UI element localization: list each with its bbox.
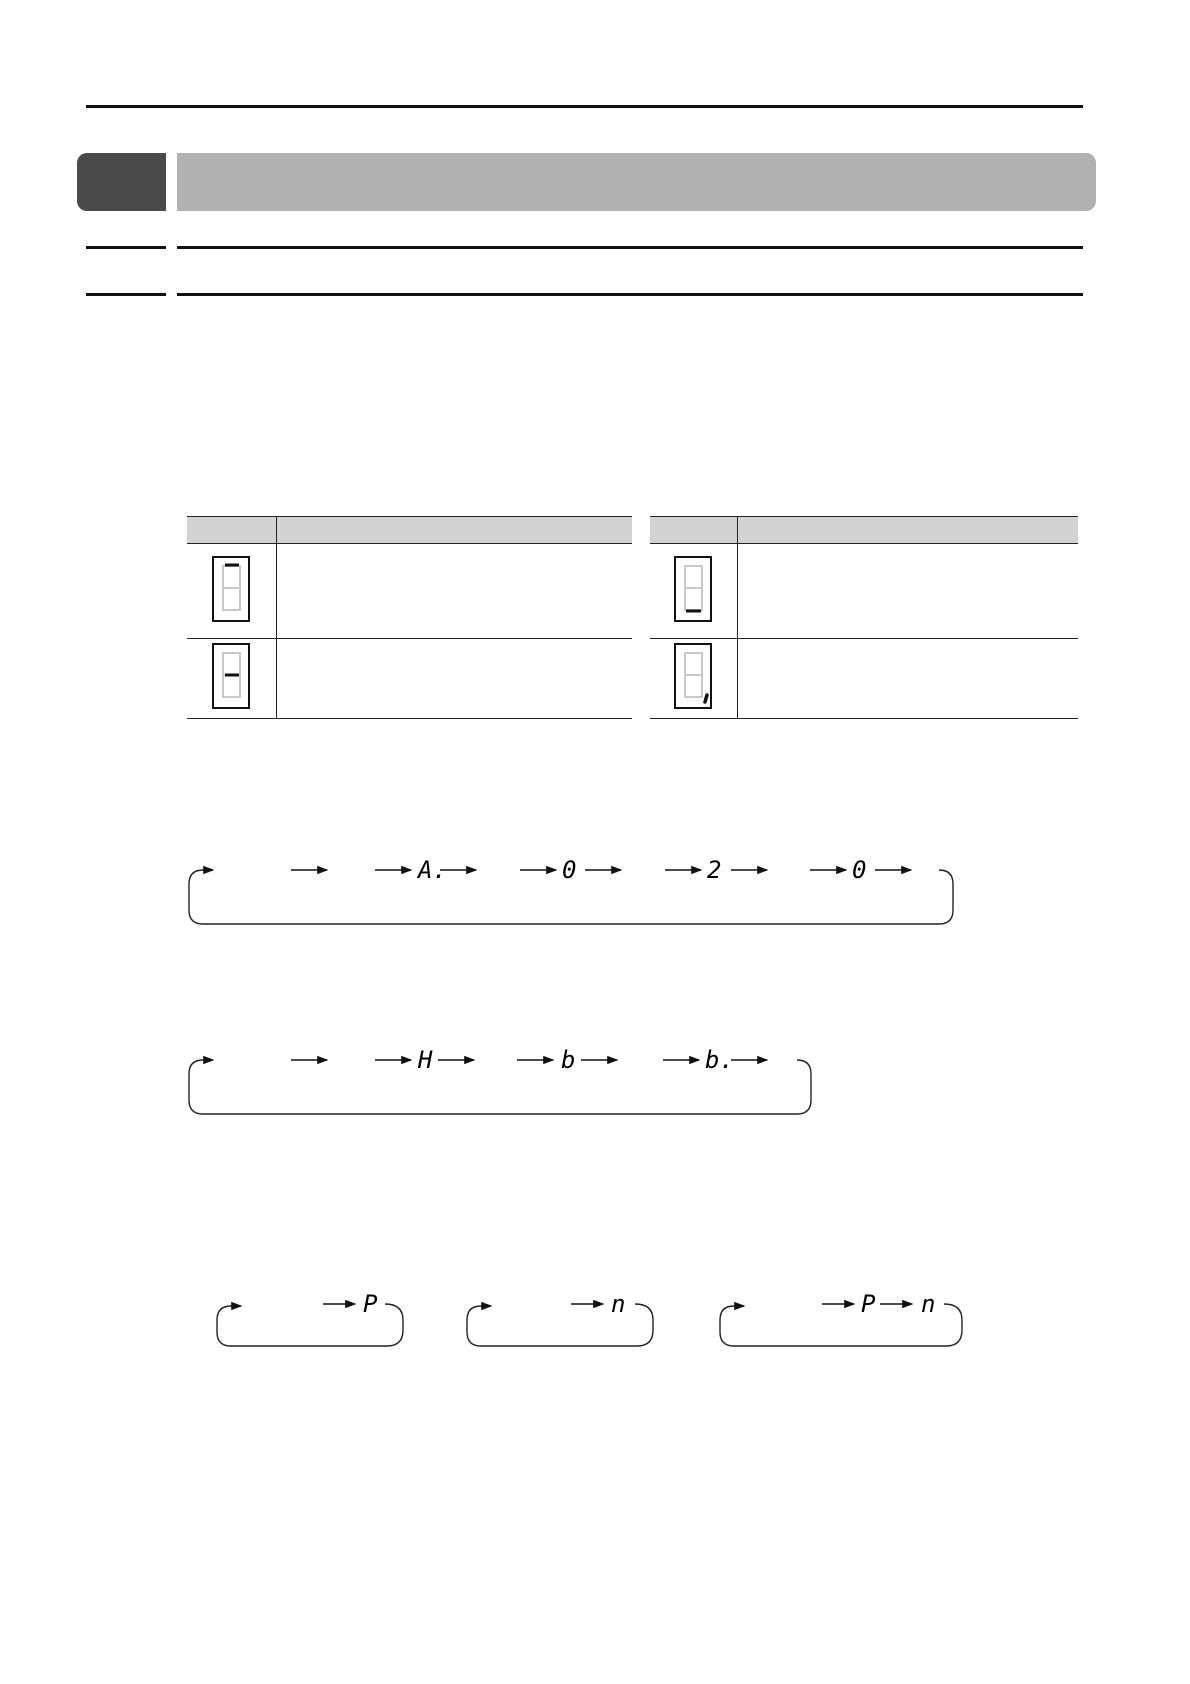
small-loop-diagram-3 <box>718 1290 978 1360</box>
table-header-cell <box>650 517 737 544</box>
description-cell <box>737 544 1078 639</box>
table-header-row <box>650 517 1078 544</box>
seven-segment-top-icon <box>212 556 250 622</box>
small-loop-2 <box>465 1290 665 1360</box>
section-rule-left-1 <box>86 246 166 249</box>
seven-segment-dot-icon <box>674 643 712 709</box>
header-rule <box>86 105 1083 108</box>
status-code-char: H <box>418 1046 433 1074</box>
mode-code-char: n <box>611 1290 626 1318</box>
indicator-cell <box>187 639 276 719</box>
seven-segment-middle-icon <box>212 643 250 709</box>
status-code-char: b. <box>705 1046 734 1074</box>
table-header-row <box>187 517 632 544</box>
table-row <box>650 544 1078 639</box>
description-cell <box>737 639 1078 719</box>
small-loop-3 <box>718 1290 978 1360</box>
status-code-char: b <box>561 1046 576 1074</box>
section-rule-left-2 <box>86 293 166 296</box>
table-row <box>187 544 632 639</box>
table-row <box>187 639 632 719</box>
status-sequence-diagram <box>185 1038 835 1128</box>
indicator-cell <box>187 544 276 639</box>
description-cell <box>276 544 632 639</box>
mode-code-char: n <box>921 1290 936 1318</box>
table-row <box>650 639 1078 719</box>
indicator-cell <box>650 639 737 719</box>
chapter-number-tab <box>77 153 166 211</box>
alarm-sequence-diagram <box>185 848 975 938</box>
table-header-cell <box>737 517 1078 544</box>
indicator-cell <box>650 544 737 639</box>
table-header-cell <box>187 517 276 544</box>
seven-segment-bottom-icon <box>674 556 712 622</box>
mode-code-char: P <box>363 1290 378 1318</box>
section-rule-right-2 <box>177 293 1083 296</box>
chapter-title-bar <box>177 153 1096 211</box>
indicator-table-left <box>187 516 632 719</box>
alarm-code-char: 2 <box>707 856 722 884</box>
small-loop-diagram-1 <box>215 1290 415 1360</box>
alarm-code-char: 0 <box>852 856 867 884</box>
alarm-code-char: 0 <box>562 856 577 884</box>
description-cell <box>276 639 632 719</box>
mode-code-char: P <box>861 1290 876 1318</box>
alarm-code-char: A. <box>418 856 447 884</box>
small-loop-diagram-2 <box>465 1290 665 1360</box>
table-header-cell <box>276 517 632 544</box>
indicator-table-right <box>650 516 1078 719</box>
status-sequence-loop <box>185 1038 835 1128</box>
section-rule-right-1 <box>177 246 1083 249</box>
small-loop-1 <box>215 1290 415 1360</box>
